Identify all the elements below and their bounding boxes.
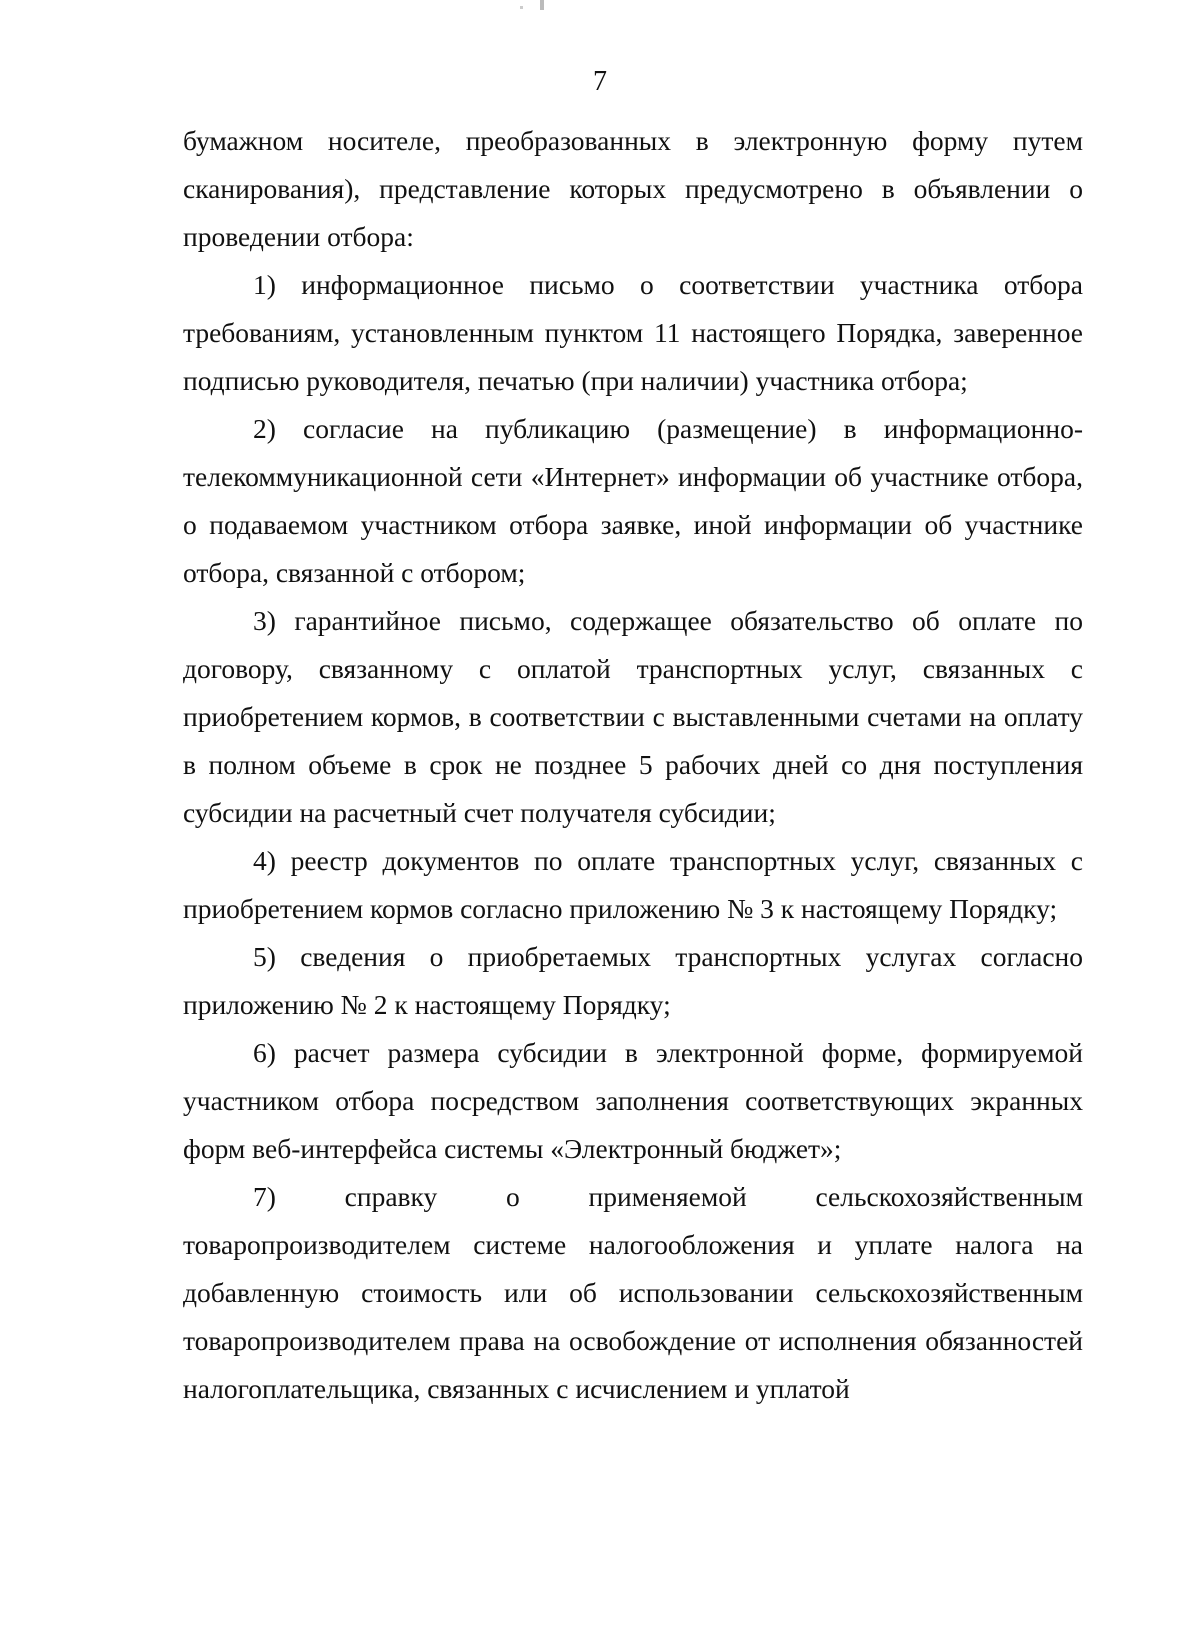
paragraph-continuation: бумажном носителе, преобразованных в электронную форму путем сканирования), представление которых предусмотрено в объявлении о проведении отбора: (183, 125, 1083, 252)
list-item-3: 3) гарантийное письмо, содержащее обязательство об оплате по договору, связанному с оплатой транспортных услуг, связанных с приобретением кормов, в соответствии с выставленными счетами на оплату в полном объеме в срок не позднее 5 рабочих дней со дня поступления субсидии на расчетный счет получателя субсидии; (183, 605, 1083, 828)
list-item-2: 2) согласие на публикацию (размещение) в информационно-телекоммуникационной сети «Интернет» информации об участнике отбора, о подаваемом участником отбора заявке, иной информации об участнике отбора, связанной с отбором; (183, 413, 1083, 588)
list-item-6: 6) расчет размера субсидии в электронной форме, формируемой участником отбора посредством заполнения соответствующих экранных форм веб-интерфейса системы «Электронный бюджет»; (183, 1037, 1083, 1164)
list-item-7: 7) справку о применяемой сельскохозяйственным товаропроизводителем системе налогообложения и уплате налога на добавленную стоимость или об использовании сельскохозяйственным товаропроизводителем права на освобождение от исполнения обязанностей налогоплательщика, связанных с исчислением и уплатой (183, 1181, 1083, 1404)
list-item-1: 1) информационное письмо о соответствии участника отбора требованиям, установленным пунктом 11 настоящего Порядка, заверенное подписью руководителя, печатью (при наличии) участника отбора; (183, 269, 1083, 396)
scan-artifact (540, 0, 544, 10)
list-item-4: 4) реестр документов по оплате транспортных услуг, связанных с приобретением кормов согласно приложению № 3 к настоящему Порядку; (183, 845, 1083, 924)
document-body (183, 117, 1083, 1413)
page-number: 7 (593, 66, 607, 97)
list-item-5: 5) сведения о приобретаемых транспортных услугах согласно приложению № 2 к настоящему Порядку; (183, 941, 1083, 1020)
scan-artifact (520, 6, 523, 9)
